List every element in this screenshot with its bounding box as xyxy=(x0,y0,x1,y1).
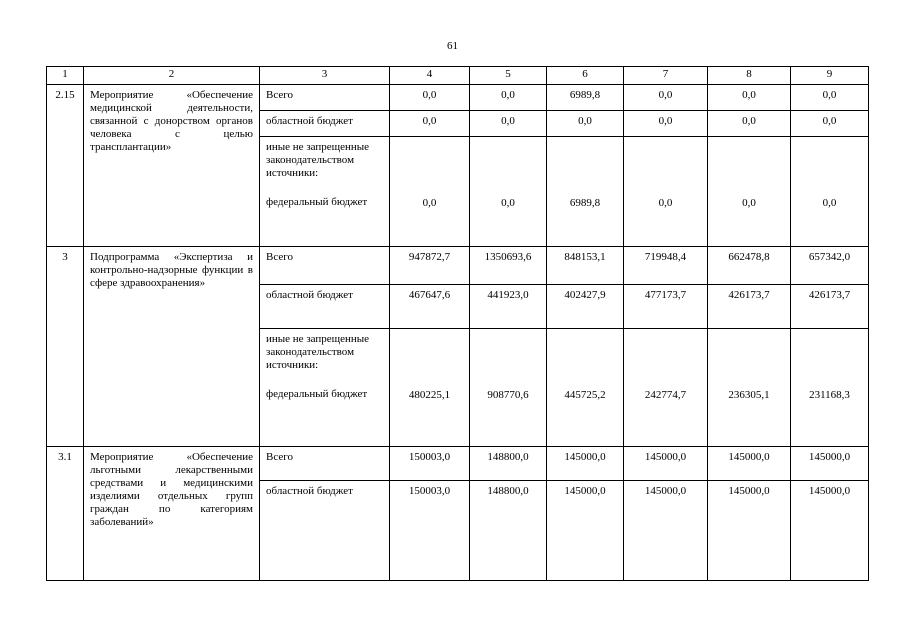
source-label xyxy=(260,329,390,447)
source-label: областной бюджет xyxy=(260,285,390,329)
source-label: областной бюджет xyxy=(260,111,390,137)
value-cell: 0,0 xyxy=(791,85,869,111)
value-cell: 0,0 xyxy=(390,85,470,111)
value-cell: 148800,0 xyxy=(470,447,547,481)
value-cell: 0,0 xyxy=(791,137,869,247)
header-cell: 7 xyxy=(624,67,708,85)
source-label: Всего xyxy=(260,85,390,111)
header-cell: 6 xyxy=(547,67,624,85)
value-cell: 426173,7 xyxy=(708,285,791,329)
value-cell: 477173,7 xyxy=(624,285,708,329)
table-row xyxy=(47,247,869,285)
value-cell: 662478,8 xyxy=(708,247,791,285)
value-cell: 145000,0 xyxy=(791,481,869,581)
value-cell: 0,0 xyxy=(470,111,547,137)
value-cell: 0,0 xyxy=(547,111,624,137)
header-cell: 3 xyxy=(260,67,390,85)
value-cell: 0,0 xyxy=(708,137,791,247)
value-cell: 0,0 xyxy=(708,85,791,111)
value-cell: 0,0 xyxy=(791,111,869,137)
budget-table xyxy=(46,66,869,581)
value-cell: 150003,0 xyxy=(390,447,470,481)
row-name: Мероприятие «Обеспечение льготными лекарственными средствами и медицинскими изделиями отдельных групп граждан по категориям заболеваний» xyxy=(84,447,260,581)
value-cell: 145000,0 xyxy=(791,447,869,481)
value-cell: 947872,7 xyxy=(390,247,470,285)
value-cell: 402427,9 xyxy=(547,285,624,329)
value-cell: 1350693,6 xyxy=(470,247,547,285)
value-cell: 0,0 xyxy=(390,137,470,247)
value-cell: 0,0 xyxy=(470,85,547,111)
value-cell: 426173,7 xyxy=(791,285,869,329)
value-cell: 231168,3 xyxy=(791,329,869,447)
table-row xyxy=(47,85,869,111)
value-cell: 445725,2 xyxy=(547,329,624,447)
header-cell: 4 xyxy=(390,67,470,85)
source-label: областной бюджет xyxy=(260,481,390,581)
value-cell: 441923,0 xyxy=(470,285,547,329)
value-cell: 0,0 xyxy=(708,111,791,137)
value-cell: 6989,8 xyxy=(547,137,624,247)
header-cell: 1 xyxy=(47,67,84,85)
table-row xyxy=(47,447,869,481)
federal-label: федеральный бюджет xyxy=(266,388,368,400)
source-label xyxy=(260,137,390,247)
row-code: 3 xyxy=(47,247,84,447)
source-label: Всего xyxy=(260,447,390,481)
value-cell: 145000,0 xyxy=(624,481,708,581)
value-cell: 242774,7 xyxy=(624,329,708,447)
value-cell: 145000,0 xyxy=(547,447,624,481)
row-name: Подпрограмма «Экспертиза и контрольно-надзорные функции в сфере здравоохранения» xyxy=(84,247,260,447)
value-cell: 145000,0 xyxy=(708,481,791,581)
row-name: Мероприятие «Обеспечение медицинской деятельности, связанной с донорством органов человека с целью трансплантации» xyxy=(84,85,260,247)
value-cell: 6989,8 xyxy=(547,85,624,111)
value-cell: 0,0 xyxy=(470,137,547,247)
row-code: 2.15 xyxy=(47,85,84,247)
source-label: Всего xyxy=(260,247,390,285)
value-cell: 467647,6 xyxy=(390,285,470,329)
header-cell: 8 xyxy=(708,67,791,85)
header-cell: 9 xyxy=(791,67,869,85)
other-sources-label: иные не запрещенные законодательством источники: xyxy=(266,333,370,371)
federal-label: федеральный бюджет xyxy=(266,196,368,208)
value-cell: 148800,0 xyxy=(470,481,547,581)
value-cell: 145000,0 xyxy=(547,481,624,581)
other-sources-label: иные не запрещенные законодательством источники: xyxy=(266,141,370,179)
value-cell: 719948,4 xyxy=(624,247,708,285)
header-cell: 2 xyxy=(84,67,260,85)
header-cell: 5 xyxy=(470,67,547,85)
value-cell: 0,0 xyxy=(624,85,708,111)
value-cell: 150003,0 xyxy=(390,481,470,581)
table-header-row xyxy=(47,67,869,85)
value-cell: 145000,0 xyxy=(708,447,791,481)
row-code: 3.1 xyxy=(47,447,84,581)
value-cell: 236305,1 xyxy=(708,329,791,447)
value-cell: 0,0 xyxy=(624,137,708,247)
value-cell: 145000,0 xyxy=(624,447,708,481)
value-cell: 848153,1 xyxy=(547,247,624,285)
value-cell: 480225,1 xyxy=(390,329,470,447)
value-cell: 908770,6 xyxy=(470,329,547,447)
page-number: 61 xyxy=(447,40,458,52)
value-cell: 657342,0 xyxy=(791,247,869,285)
value-cell: 0,0 xyxy=(390,111,470,137)
value-cell: 0,0 xyxy=(624,111,708,137)
